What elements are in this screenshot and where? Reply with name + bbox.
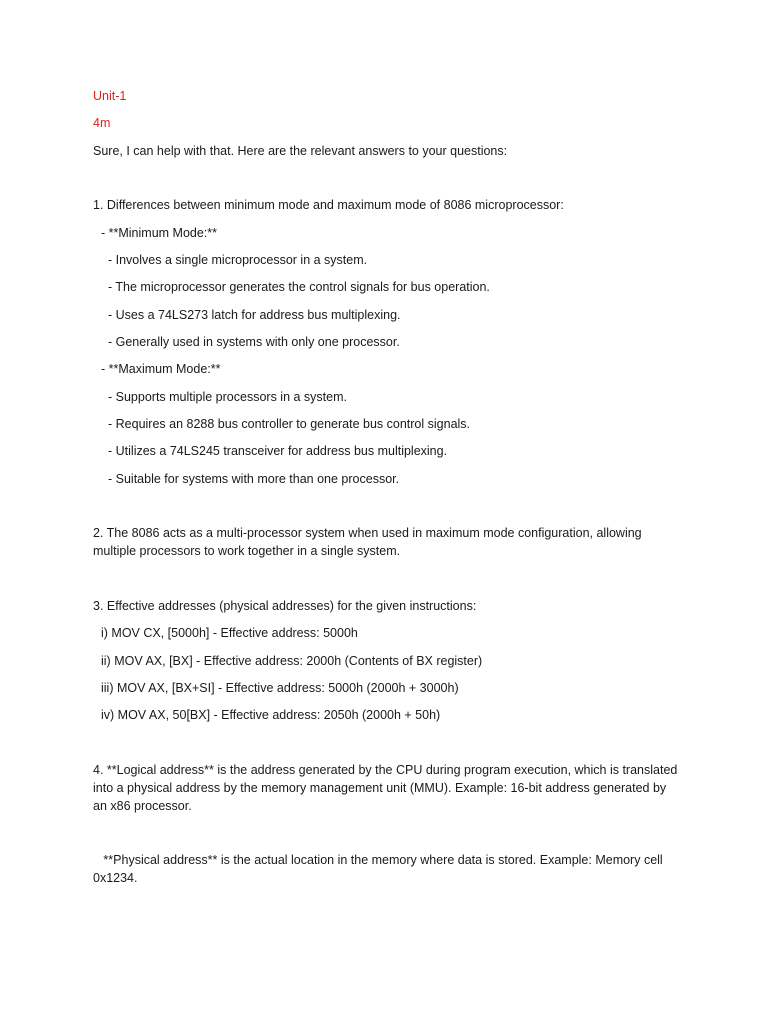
q3-item: iii) MOV AX, [BX+SI] - Effective address: 5000h (2000h + 3000h) [101, 681, 459, 695]
max-mode-label: - **Maximum Mode:** [101, 362, 221, 376]
max-mode-item: - Supports multiple processors in a system. [108, 390, 347, 404]
max-mode-item: - Requires an 8288 bus controller to generate bus control signals. [108, 417, 471, 431]
q2-paragraph: 2. The 8086 acts as a multi-processor system when used in maximum mode configuration, allowing multiple processors to work together in a single system. [93, 526, 646, 558]
unit-heading: Unit-1 [93, 89, 127, 103]
min-mode-item: - Uses a 74LS273 latch for address bus multiplexing. [108, 308, 401, 322]
q1-title: 1. Differences between minimum mode and maximum mode of 8086 microprocessor: [93, 198, 564, 212]
q3-item: ii) MOV AX, [BX] - Effective address: 2000h (Contents of BX register) [101, 654, 483, 668]
marks-heading: 4m [93, 116, 111, 130]
q4-physical-paragraph: **Physical address** is the actual location in the memory where data is stored. Example: Memory cell 0x1234. [93, 853, 667, 885]
max-mode-item: - Utilizes a 74LS245 transceiver for address bus multiplexing. [108, 444, 448, 458]
q4-paragraph: 4. **Logical address** is the address generated by the CPU during program execution, which is translated into a physical address by the memory management unit (MMU). Example: 16-bit address generated by an x86 processor. [93, 763, 681, 813]
intro-text: Sure, I can help with that. Here are the relevant answers to your questions: [93, 144, 508, 158]
min-mode-item: - Generally used in systems with only one processor. [108, 335, 400, 349]
q3-title: 3. Effective addresses (physical addresses) for the given instructions: [93, 599, 477, 613]
max-mode-item: - Suitable for systems with more than one processor. [108, 472, 400, 486]
min-mode-label: - **Minimum Mode:** [101, 226, 218, 240]
q3-item: iv) MOV AX, 50[BX] - Effective address: 2050h (2000h + 50h) [101, 708, 441, 722]
min-mode-item: - The microprocessor generates the control signals for bus operation. [108, 280, 490, 294]
min-mode-item: - Involves a single microprocessor in a system. [108, 253, 368, 267]
q3-item: i) MOV CX, [5000h] - Effective address: 5000h [101, 626, 358, 640]
